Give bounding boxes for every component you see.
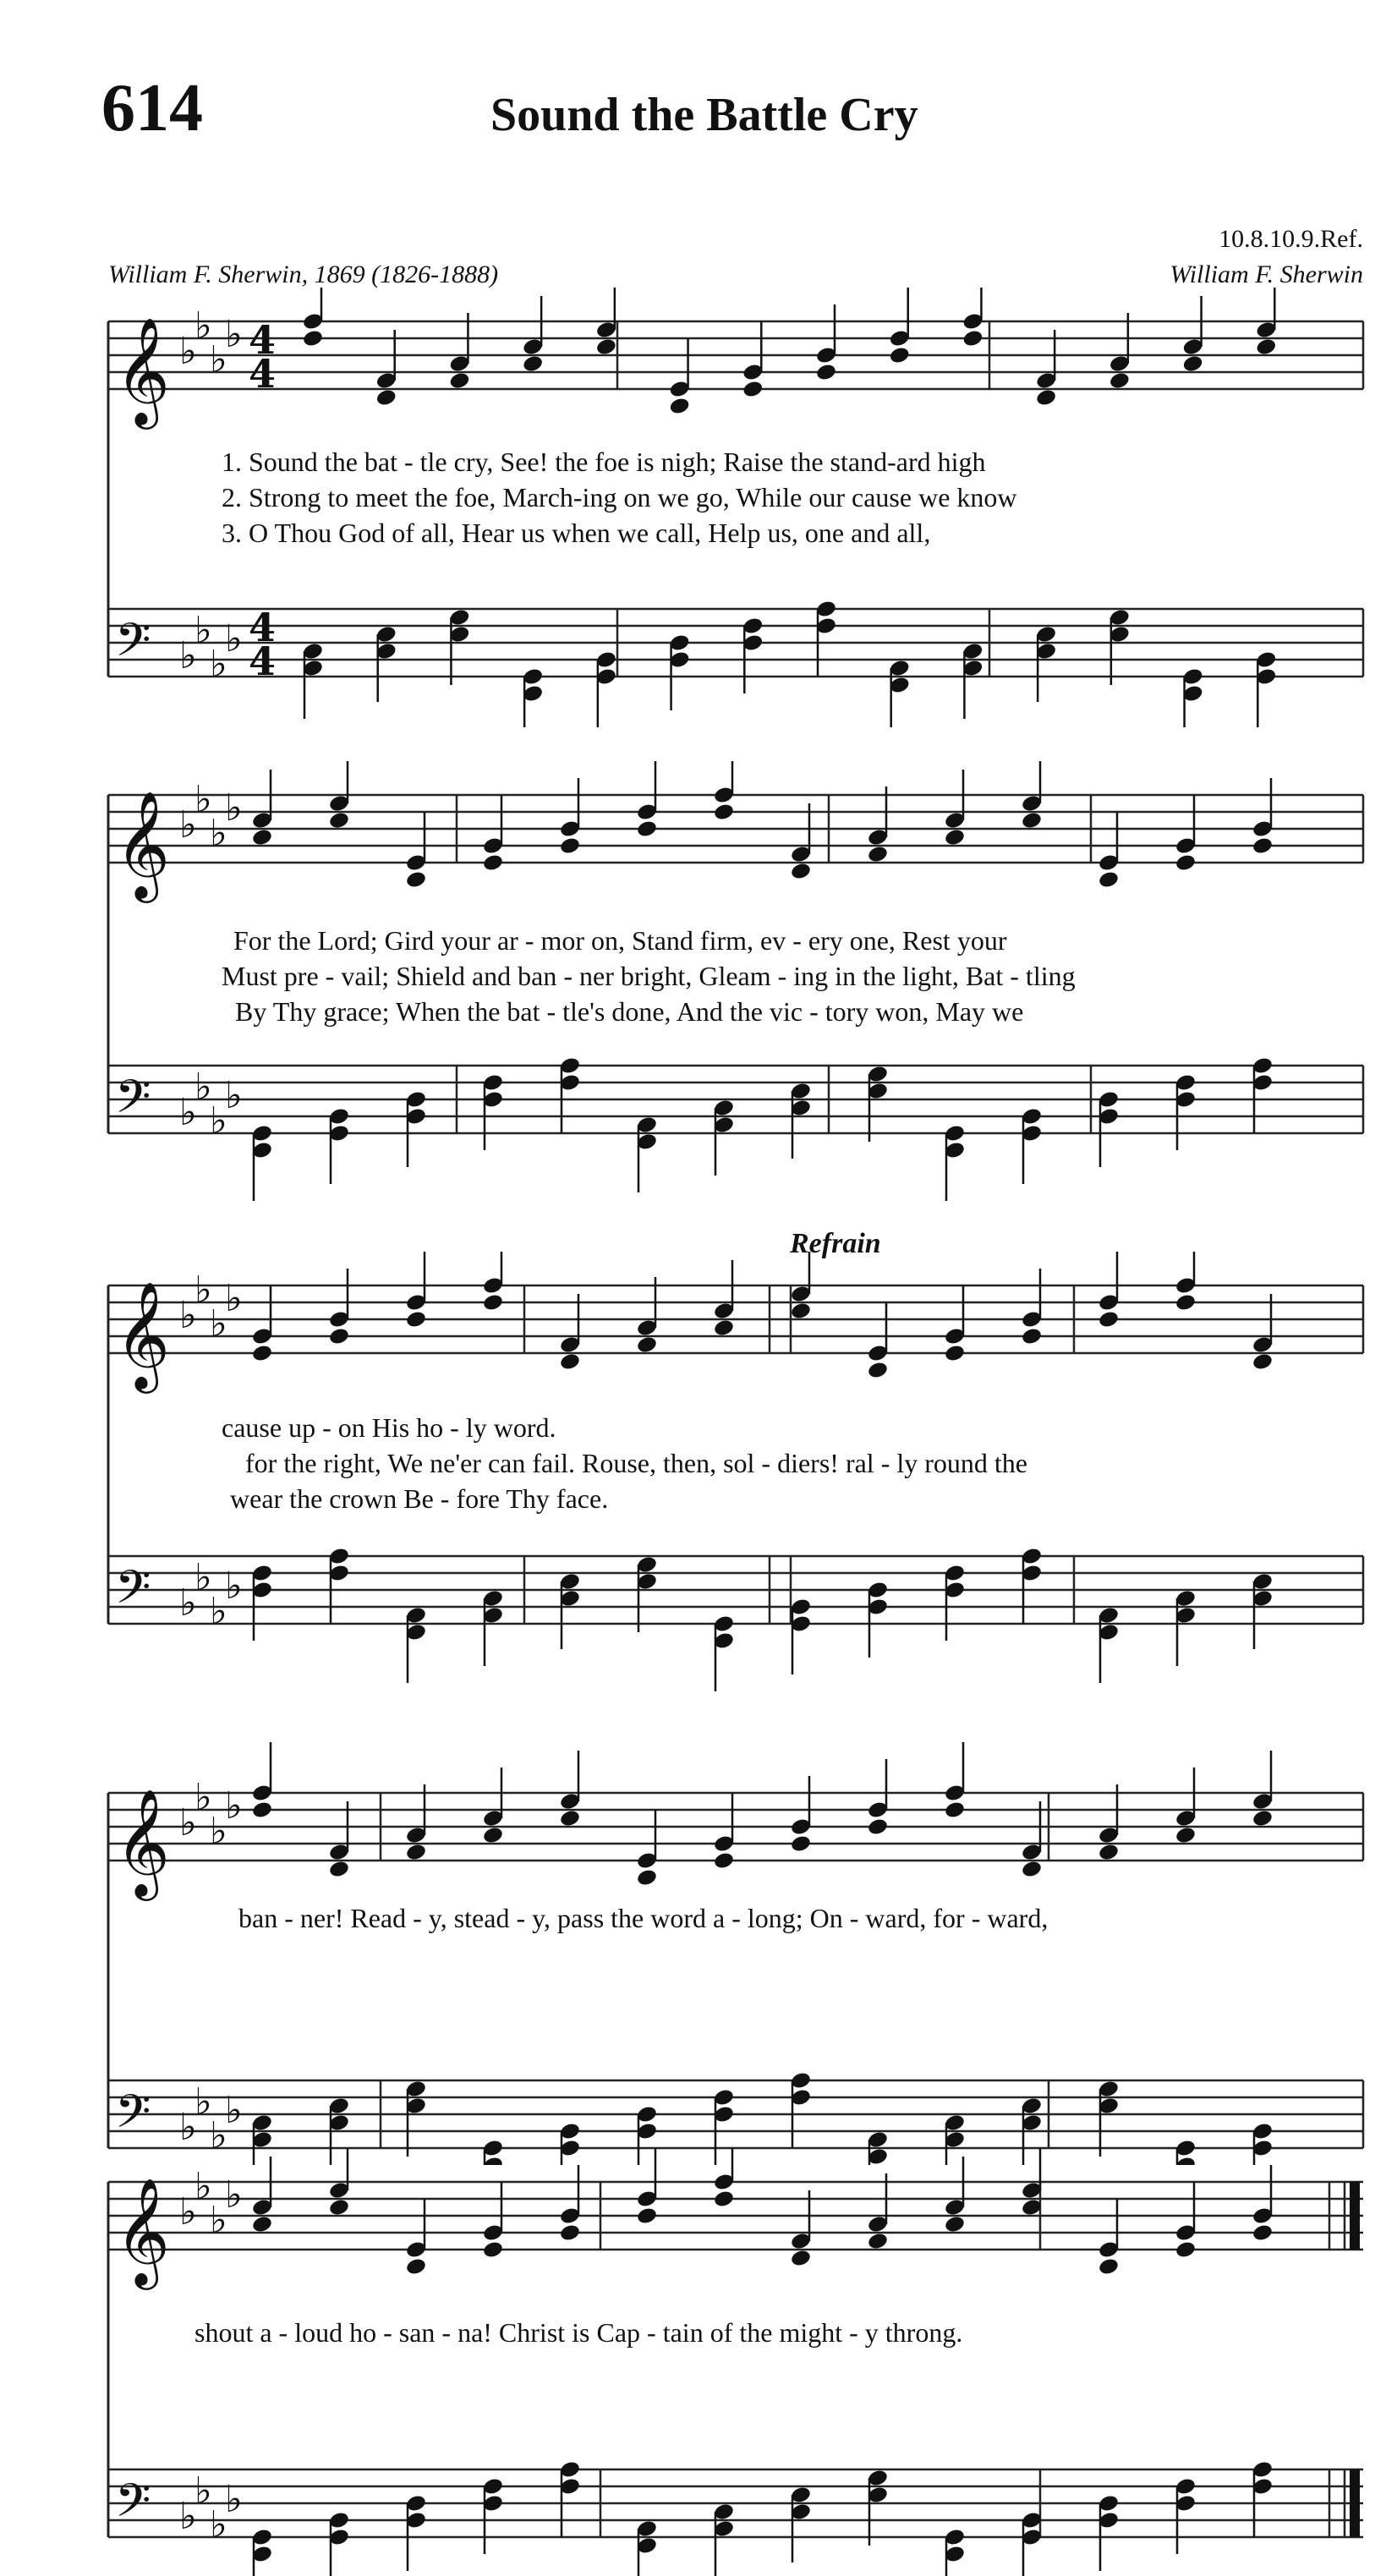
note — [1098, 2199, 1120, 2276]
treble-clef-icon: 𝄞 — [115, 1788, 171, 1896]
note — [713, 2148, 735, 2208]
note-head — [1181, 354, 1203, 374]
note — [1252, 1572, 1274, 1649]
note-head — [482, 1826, 504, 1845]
lyric-line: for the right, We ne'er can fail. Rouse, then, sol - diers! ral - ly round the — [245, 1448, 1027, 1478]
note — [790, 1598, 812, 1674]
note-head — [944, 2215, 966, 2234]
note — [742, 617, 764, 693]
flat-icon: ♭ — [194, 1776, 212, 1819]
note-head — [405, 2257, 427, 2277]
note — [405, 2494, 427, 2571]
note — [482, 1252, 504, 1312]
flat-icon: ♭ — [194, 2469, 212, 2513]
note — [328, 1107, 350, 1184]
words-credit: William F. Sherwin, 1869 (1826-1888) — [108, 260, 499, 288]
flat-icon: ♭ — [210, 643, 227, 686]
note — [790, 1776, 812, 1853]
flat-icon: ♭ — [225, 2478, 243, 2521]
note — [944, 1285, 966, 1362]
note — [668, 338, 690, 415]
note — [1035, 625, 1057, 702]
flat-icon: ♭ — [179, 2495, 197, 2538]
note — [482, 1768, 504, 1844]
treble-clef-icon: 𝄞 — [115, 2177, 171, 2285]
note — [636, 2519, 658, 2576]
note — [1021, 1801, 1043, 1878]
note-head — [328, 2198, 350, 2217]
note — [1175, 1073, 1197, 1150]
note — [251, 1124, 273, 1201]
note — [405, 1090, 427, 1167]
flat-icon: ♭ — [179, 2106, 197, 2149]
note — [1098, 812, 1120, 889]
note — [944, 770, 966, 847]
flat-icon: ♭ — [225, 2089, 243, 2132]
treble-staff — [108, 1252, 1363, 1394]
note-head — [251, 1800, 273, 1820]
flat-icon: ♭ — [179, 1581, 197, 1625]
note-head — [1175, 2240, 1197, 2260]
hymn-title: Sound the Battle Cry — [490, 89, 918, 141]
note-head — [522, 354, 544, 374]
final-barline — [1350, 2469, 1360, 2537]
flat-icon: ♭ — [210, 338, 227, 381]
note — [375, 330, 397, 407]
note-head — [889, 346, 911, 365]
note — [636, 1115, 658, 1192]
note — [867, 2173, 889, 2250]
note — [1021, 2511, 1043, 2576]
note-head — [1252, 836, 1274, 856]
note-head — [1175, 1293, 1197, 1313]
flat-icon: ♭ — [179, 803, 197, 847]
note-head — [328, 1327, 350, 1346]
note-head — [405, 1310, 427, 1329]
note-head — [1252, 2223, 1274, 2243]
lyric-line: ban - ner! Read - y, stead - y, pass the word a - long; On - ward, for - ward, — [238, 1903, 1049, 1933]
note-head — [636, 1335, 658, 1355]
note-head — [790, 2249, 812, 2268]
note-head — [961, 329, 983, 348]
treble-staff — [108, 761, 1363, 903]
note — [815, 600, 837, 677]
meter: 10.8.10.9.Ref. — [1219, 225, 1363, 253]
lyric-line: Must pre - vail; Shield and ban - ner bright, Gleam - ing in the light, Bat - tling — [222, 961, 1076, 991]
note-head — [1098, 1843, 1120, 1862]
note — [1098, 2494, 1120, 2571]
note — [405, 1784, 427, 1861]
flat-icon: ♭ — [210, 2503, 227, 2546]
note — [405, 1606, 427, 1683]
note — [251, 2528, 273, 2576]
note — [251, 770, 273, 847]
note — [1109, 313, 1131, 390]
flat-icon: ♭ — [225, 2173, 243, 2217]
time-signature-digit: 4 — [249, 351, 277, 397]
note — [790, 2071, 812, 2148]
note-head — [636, 2206, 658, 2226]
lyric-line: For the Lord; Gird your ar - mor on, Stand firm, ev - ery one, Rest your — [233, 925, 1007, 956]
flat-icon: ♭ — [194, 2165, 212, 2208]
note — [1252, 1294, 1274, 1371]
note — [559, 778, 581, 855]
treble-staff — [108, 1742, 1363, 1901]
note — [1109, 608, 1131, 685]
note — [742, 321, 764, 398]
note-head — [1021, 1327, 1043, 1346]
note — [1252, 2165, 1274, 2242]
flat-icon: ♭ — [210, 1590, 227, 1633]
note — [448, 608, 470, 685]
bass-staff — [108, 600, 1363, 727]
note-head — [636, 819, 658, 839]
note — [1175, 1768, 1197, 1844]
note — [448, 313, 470, 390]
note-head — [1175, 1826, 1197, 1845]
note — [944, 1124, 966, 1201]
note — [405, 2080, 427, 2157]
note — [375, 625, 397, 702]
treble-clef-icon: 𝄞 — [115, 316, 171, 425]
note — [1021, 1107, 1043, 1184]
note-head — [559, 1352, 581, 1372]
flat-icon: ♭ — [210, 812, 227, 855]
note-head — [944, 828, 966, 847]
note — [1035, 330, 1057, 407]
note — [482, 1589, 504, 1666]
note — [1021, 1269, 1043, 1346]
flat-icon: ♭ — [225, 1565, 243, 1608]
note — [636, 1555, 658, 1632]
note — [1175, 2477, 1197, 2554]
lyric-line: wear the crown Be - fore Thy face. — [230, 1483, 609, 1514]
flat-icon: ♭ — [179, 330, 197, 373]
note — [1175, 2182, 1197, 2259]
note-head — [1252, 1809, 1274, 1828]
note-head — [713, 2190, 735, 2209]
note — [328, 2511, 350, 2576]
note — [1175, 1589, 1197, 1666]
note — [1181, 296, 1203, 373]
note — [961, 642, 983, 719]
treble-clef-icon: 𝄞 — [115, 790, 171, 898]
note — [1175, 1252, 1197, 1312]
note-head — [405, 870, 427, 890]
note-head — [559, 836, 581, 856]
note-head — [375, 388, 397, 408]
note-head — [944, 1344, 966, 1363]
note — [559, 1056, 581, 1133]
note — [1021, 1547, 1043, 1624]
note — [1098, 1090, 1120, 1167]
note-head — [1109, 371, 1131, 391]
final-barline — [1350, 2182, 1360, 2250]
note — [790, 2190, 812, 2267]
note — [328, 1547, 350, 1624]
lyric-line: 1. Sound the bat - tle cry, See! the foe is nigh; Raise the stand-ard high — [222, 447, 986, 477]
note-head — [302, 329, 324, 348]
note — [251, 1742, 273, 1819]
note — [867, 2469, 889, 2546]
note-head — [251, 828, 273, 847]
note — [636, 761, 658, 838]
flat-icon: ♭ — [194, 778, 212, 821]
note — [1181, 667, 1203, 727]
treble-staff — [108, 2148, 1363, 2290]
bass-staff — [108, 1056, 1363, 1201]
note — [790, 803, 812, 880]
note-head — [790, 1834, 812, 1854]
note — [482, 2182, 504, 2259]
note-head — [482, 1293, 504, 1313]
flat-icon: ♭ — [179, 1294, 197, 1337]
hymn-number: 614 — [101, 71, 203, 145]
note-head — [482, 853, 504, 873]
note-head — [867, 2232, 889, 2251]
flat-icon: ♭ — [194, 1066, 212, 1109]
lyric-line: By Thy grace; When the bat - tle's done, And the vic - tory won, May we — [235, 996, 1024, 1027]
note — [1252, 1751, 1274, 1828]
note — [961, 288, 983, 348]
note — [713, 1099, 735, 1176]
time-signature-digit: 4 — [249, 605, 277, 650]
note — [944, 1564, 966, 1641]
note-head — [867, 1361, 889, 1380]
note-head — [1021, 811, 1043, 830]
note — [405, 1252, 427, 1329]
note — [522, 296, 544, 373]
bass-staff — [108, 1547, 1363, 1691]
note — [251, 1285, 273, 1362]
note — [815, 304, 837, 381]
note-head — [559, 1809, 581, 1828]
flat-icon: ♭ — [225, 1074, 243, 1117]
flat-icon: ♭ — [194, 1269, 212, 1312]
treble-clef-icon: 𝄞 — [115, 1280, 171, 1389]
note — [405, 2199, 427, 2276]
flat-icon: ♭ — [194, 304, 212, 348]
note-head — [815, 363, 837, 382]
lyric-line: 2. Strong to meet the foe, March-ing on we go, While our cause we know — [222, 482, 1017, 512]
system-5-staves — [0, 2148, 1397, 2576]
note — [790, 2486, 812, 2562]
flat-icon: ♭ — [210, 1810, 227, 1853]
note-head — [405, 1843, 427, 1862]
note — [482, 1073, 504, 1150]
note — [522, 667, 544, 727]
note — [302, 642, 324, 719]
flat-icon: ♭ — [179, 1091, 197, 1134]
note-head — [1098, 870, 1120, 890]
note-head — [1252, 1352, 1274, 1372]
note — [328, 1269, 350, 1346]
lyric-line: cause up - on His ho - ly word. — [222, 1412, 556, 1443]
flat-icon: ♭ — [225, 1784, 243, 1828]
note — [1252, 1056, 1274, 1133]
flat-icon: ♭ — [225, 313, 243, 356]
note-head — [559, 2223, 581, 2243]
note — [251, 2157, 273, 2233]
note — [559, 2165, 581, 2242]
note-head — [1098, 1310, 1120, 1329]
note — [482, 2477, 504, 2554]
bass-staff — [108, 2460, 1363, 2576]
note-head — [482, 2240, 504, 2260]
note — [944, 2528, 966, 2576]
flat-icon: ♭ — [194, 2080, 212, 2124]
note-head — [668, 397, 690, 416]
note — [302, 288, 324, 348]
flat-icon: ♭ — [179, 2190, 197, 2233]
lyric-line: shout a - loud ho - san - na! Christ is Cap - tain of the might - y throng. — [194, 2317, 963, 2348]
bass-clef-icon: 𝄢 — [115, 2474, 151, 2539]
note-head — [867, 845, 889, 864]
flat-icon: ♭ — [179, 634, 197, 677]
note — [1175, 795, 1197, 872]
note — [482, 795, 504, 872]
note-head — [328, 811, 350, 830]
note — [668, 633, 690, 710]
note — [867, 1759, 889, 1836]
note — [1098, 1252, 1120, 1329]
time-signature-digit: 4 — [249, 639, 277, 684]
bass-clef-icon: 𝄢 — [115, 1070, 151, 1135]
note — [559, 1751, 581, 1828]
note — [1255, 650, 1277, 727]
time-signature-digit: 4 — [249, 317, 277, 363]
note — [889, 659, 911, 727]
note — [595, 650, 617, 727]
note — [713, 1614, 735, 1691]
note-head — [251, 1344, 273, 1363]
bass-clef-icon: 𝄢 — [115, 613, 151, 678]
note — [559, 2460, 581, 2537]
flat-icon: ♭ — [194, 609, 212, 652]
note — [889, 288, 911, 364]
bass-clef-icon: 𝄢 — [115, 2085, 151, 2150]
note-head — [713, 1318, 735, 1338]
flat-icon: ♭ — [225, 617, 243, 660]
music-credit: William F. Sherwin — [1170, 260, 1363, 288]
note-head — [713, 803, 735, 822]
flat-icon: ♭ — [210, 2199, 227, 2242]
note-head — [790, 1302, 812, 1321]
note-head — [713, 1851, 735, 1871]
note — [328, 1801, 350, 1878]
note — [944, 1742, 966, 1819]
note-head — [742, 380, 764, 399]
note — [636, 1277, 658, 1354]
note — [1098, 2080, 1120, 2157]
note — [867, 1302, 889, 1379]
note — [636, 1810, 658, 1887]
note — [405, 812, 427, 889]
note — [867, 1065, 889, 1142]
note — [559, 1294, 581, 1371]
note — [251, 1564, 273, 1641]
treble-staff — [108, 288, 1363, 430]
note — [1252, 2460, 1274, 2537]
flat-icon: ♭ — [210, 1099, 227, 1143]
bass-clef-icon: 𝄢 — [115, 1560, 151, 1625]
note-head — [636, 1868, 658, 1888]
note — [1098, 1606, 1120, 1683]
note-head — [790, 862, 812, 881]
flat-icon: ♭ — [194, 1556, 212, 1599]
note-head — [867, 1817, 889, 1837]
note — [867, 787, 889, 863]
note — [636, 2148, 658, 2225]
flat-icon: ♭ — [225, 787, 243, 830]
flat-icon: ♭ — [179, 1801, 197, 1844]
note — [713, 1260, 735, 1337]
lyric-line: 3. O Thou God of all, Hear us when we call, Help us, one and all, — [222, 518, 931, 548]
note — [867, 1581, 889, 1658]
note — [713, 761, 735, 821]
note — [559, 1572, 581, 1649]
refrain-label: Refrain — [790, 1228, 881, 1259]
note — [944, 2157, 966, 2233]
note-head — [448, 371, 470, 391]
note-head — [328, 1860, 350, 1879]
note-head — [1098, 2257, 1120, 2277]
flat-icon: ♭ — [210, 2114, 227, 2157]
note — [713, 2502, 735, 2576]
note-head — [595, 337, 617, 357]
note — [1098, 1784, 1120, 1861]
note-head — [944, 1800, 966, 1820]
note-head — [251, 2215, 273, 2234]
note — [713, 1793, 735, 1870]
note-head — [1175, 853, 1197, 873]
note — [790, 1082, 812, 1159]
note-head — [1021, 1860, 1043, 1879]
system-4-staves — [0, 1725, 1397, 2165]
flat-icon: ♭ — [225, 1277, 243, 1320]
flat-icon: ♭ — [210, 1302, 227, 1346]
note-head — [1255, 337, 1277, 357]
note-head — [1035, 388, 1057, 408]
note — [1252, 778, 1274, 855]
